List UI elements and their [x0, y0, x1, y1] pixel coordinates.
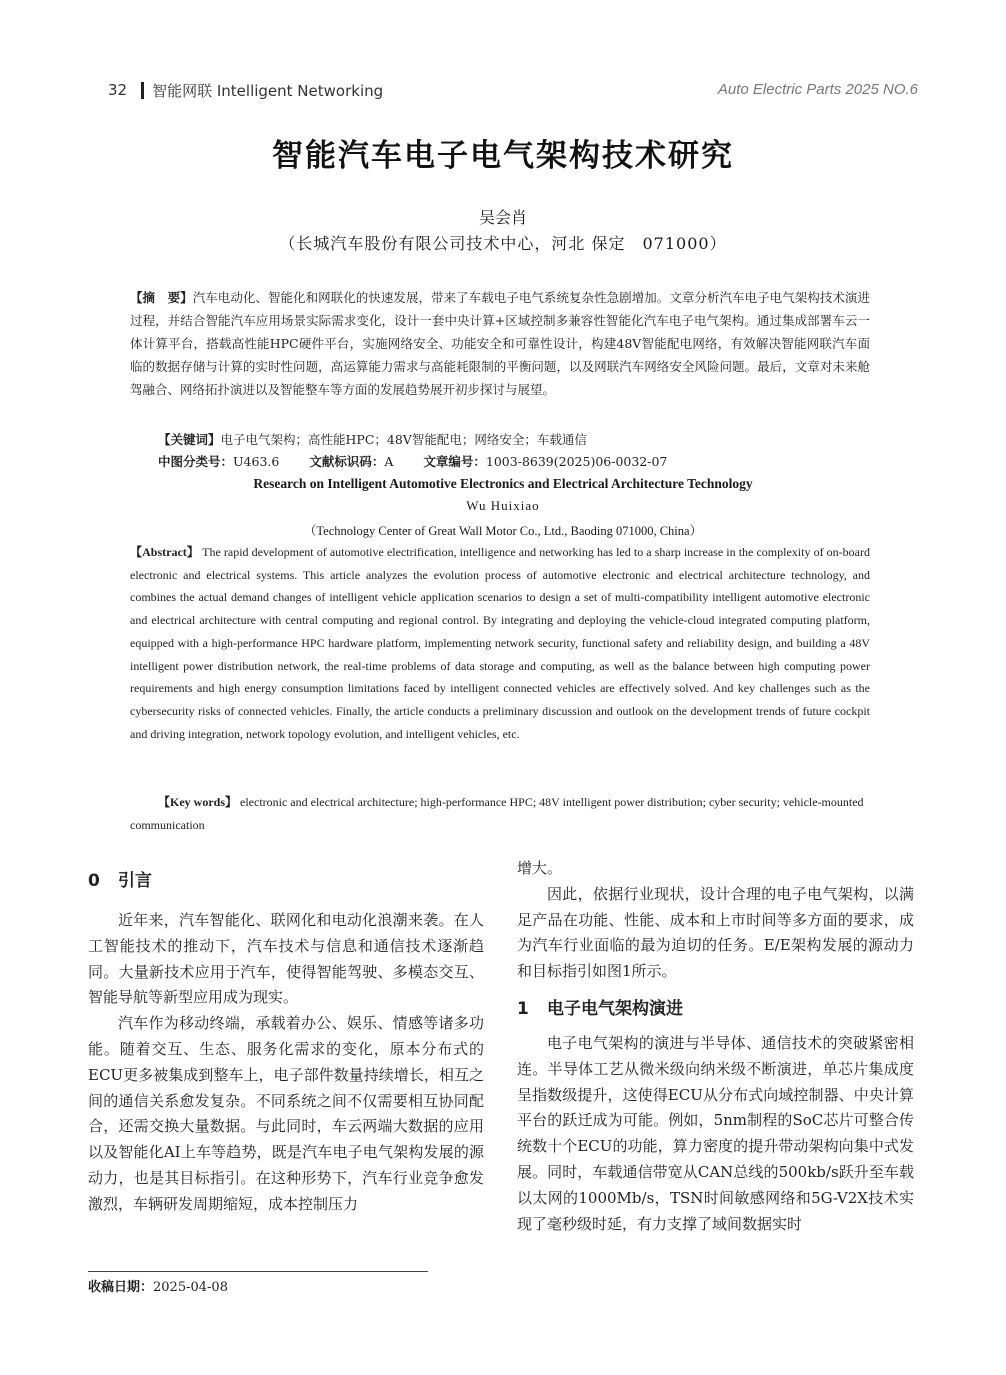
cn-keywords-label: 【关键词】 — [158, 432, 221, 447]
journal-name: Auto Electric Parts 2025 NO.6 — [717, 81, 918, 98]
doc-code-label: 文献标识码： — [309, 454, 385, 469]
article-number-value: 1003-8639(2025)06-0032-07 — [485, 454, 668, 469]
doc-code-value: A — [384, 454, 394, 469]
section-title: 引言 — [118, 871, 152, 891]
en-title: Research on Intelligent Automotive Electronics and Electrical Architecture Technology — [253, 476, 753, 491]
en-abstract-text: The rapid development of automotive electrification, intelligence and networking has led to a sharp increase in the complexity of on-board electronic and electrical systems. This article analyzes the evolution process of automotive electronic and electrical architecture technology, and combines the actual demand changes of intelligent vehicle application scenarios to design a set of multi-compatibility intelligent automotive electronic and electrical architecture with central computing and regional control. By integrating and deploying the vehicle-cloud integrated computing platform, equipped with a high-performance HPC hardware platform, implementing network security, functional safety and reliability design, and building a 48V intelligent power distribution network, the real-time problems of data storage and computing, as well as the balance between high computing power requirements and high energy consumption limitations faced by intelligent connected vehicles are effectively solved. And key challenges such as the cybersecurity risks of connected vehicles. Finally, the article conducts a preliminary discussion and outlook on the development trends of future cockpit and driving integration, network topology evolution, and intelligent vehicles, etc. — [130, 545, 870, 741]
page-number: 32 — [108, 81, 128, 99]
clc-value: U463.6 — [233, 454, 280, 469]
intro-paragraph-1: 近年来，汽车智能化、联网化和电动化浪潮来袭。在人工智能技术的推动下，汽车技术与信息和通信技术逐渐趋同。大量新技术应用于汽车，使得智能驾驶、多模态交互、智能导航等新型应用成为现实。 — [88, 911, 484, 1007]
received-value: 2025-04-08 — [153, 1280, 228, 1295]
clc-label: 中图分类号： — [158, 454, 234, 469]
cn-keywords-text: 电子电气架构；高性能HPC；48V智能配电；网络安全；车载通信 — [220, 432, 587, 447]
en-keywords — [130, 791, 870, 836]
section-heading-intro — [88, 868, 484, 894]
en-affiliation: （Technology Center of Great Wall Motor Co., Ltd., Baoding 071000, China） — [303, 524, 703, 538]
en-keywords-label: 【Key words】 — [158, 795, 237, 809]
author: 吴会肖 — [478, 208, 527, 227]
section-number: 0 — [88, 871, 100, 891]
cn-keywords — [158, 430, 587, 450]
received-label: 收稿日期： — [88, 1280, 154, 1295]
en-abstract-label: 【Abstract】 — [130, 545, 199, 559]
en-abstract — [130, 541, 870, 745]
article-number-label: 文章编号： — [423, 454, 486, 469]
en-author: Wu Huixiao — [466, 498, 540, 513]
cn-abstract — [130, 286, 870, 401]
section-heading-evolution — [517, 996, 914, 1022]
running-header — [108, 80, 383, 100]
classification-line — [158, 452, 697, 472]
intro-paragraph-2-continued: 增大。 — [517, 859, 563, 877]
affiliation: （长城汽车股份有限公司技术中心，河北 保定 071000） — [279, 234, 727, 253]
cn-abstract-label: 【摘 要】 — [130, 290, 193, 305]
paper-title: 智能汽车电子电气架构技术研究 — [272, 138, 734, 174]
intro-paragraph-3: 因此，依据行业现状，设计合理的电子电气架构，以满足产品在功能、性能、成本和上市时间等多方面的要求，成为汽车行业面临的最为迫切的任务。E/E架构发展的源动力和目标指引如图1所示。 — [517, 884, 914, 981]
section-number: 1 — [517, 998, 529, 1019]
body-right-column — [517, 856, 914, 1237]
en-keywords-text: electronic and electrical architecture; high-performance HPC; 48V intelligent power distribution; cyber security; vehicle-mounted communication — [130, 795, 864, 832]
section-name: 智能网联 Intelligent Networking — [152, 81, 384, 100]
cn-abstract-text: 汽车电动化、智能化和网联化的快速发展，带来了车载电子电气系统复杂性急剧增加。文章分析汽车电子电气架构技术演进过程，并结合智能汽车应用场景实际需求变化，设计一套中央计算+区域控制多兼容性智能化汽车电子电气架构。通过集成部署车云一体计算平台，搭载高性能HPC硬件平台，实施网络安全、功能安全和可靠性设计，构建48V智能配电网络，有效解决智能网联汽车面临的数据存储与计算的实时性问题，高运算能力需求与高能耗限制的平衡问题，以及网联汽车网络安全风险问题。最后，文章对未来舱驾融合、网络拓扑演进以及智能整车等方面的发展趋势展开初步探讨与展望。 — [130, 290, 870, 397]
intro-paragraph-2: 汽车作为移动终端，承载着办公、娱乐、情感等诸多功能。随着交互、生态、服务化需求的变化，原本分布式的ECU更多被集成到整车上，电子部件数量持续增长，相互之间的通信关系愈发复杂。不同系统之间不仅需要相互协同配合，还需交换大量数据。与此同时，车云两端大数据的应用以及智能化AI上车等趋势，既是汽车电子电气架构发展的源动力，也是其目标指引。在这种形势下，汽车行业竞争愈发激烈，车辆研发周期缩短，成本控制压力 — [88, 1014, 484, 1213]
header-divider — [141, 82, 144, 99]
footnote-rule — [88, 1271, 428, 1272]
section-title: 电子电气架构演进 — [547, 998, 683, 1019]
evolution-paragraph-1: 电子电气架构的演进与半导体、通信技术的突破紧密相连。半导体工艺从微米级向纳米级不断演进，单芯片集成度呈指数级提升，这使得ECU从分布式向域控制器、中央计算平台的跃迁成为可能。例如，5nm制程的SoC芯片可整合传统数十个ECU的功能，算力密度的提升带动架构向集中式发展。同时，车载通信带宽从CAN总线的500kb/s跃升至车载以太网的1000Mb/s，TSN时间敏感网络和5G-V2X技术实现了毫秒级时延，有力支撑了域间数据实时 — [517, 1033, 914, 1233]
received-date — [88, 1276, 228, 1295]
body-left-column — [88, 868, 484, 1218]
